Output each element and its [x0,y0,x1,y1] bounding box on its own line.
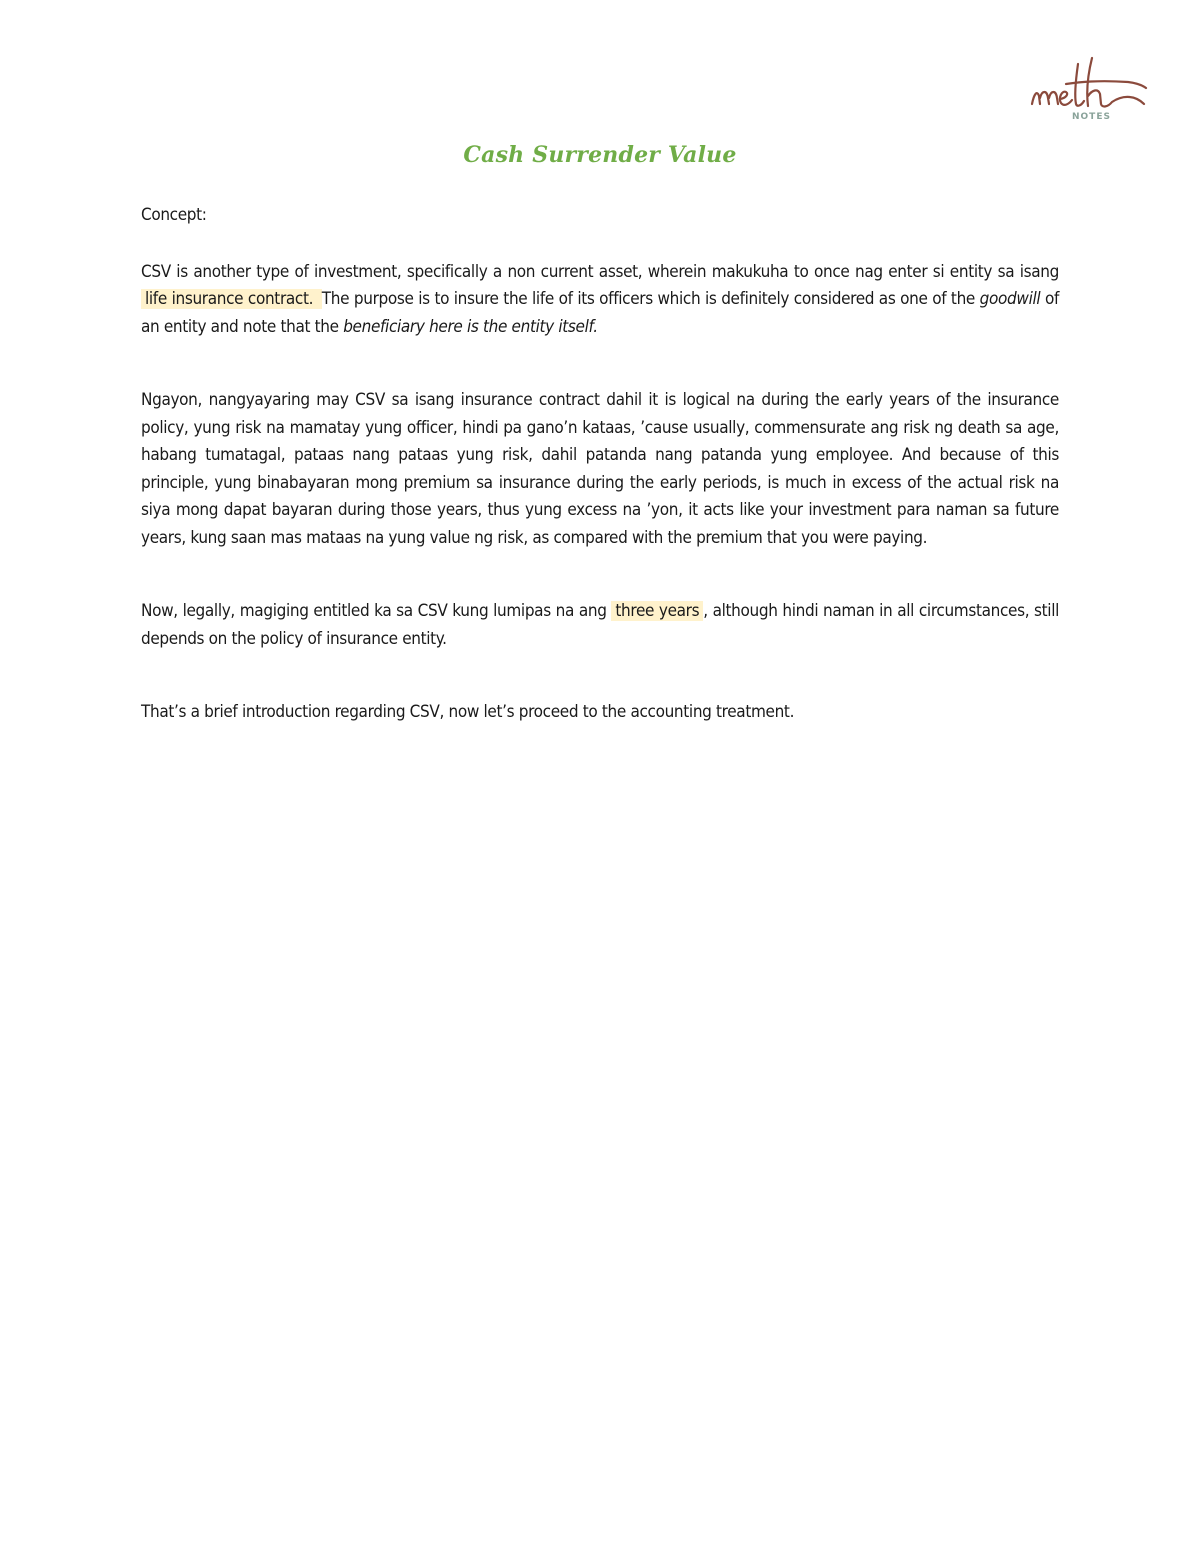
text-run: The purpose is to insure the life of its officers which is definitely considered as one of the [321,289,980,309]
meth-notes-logo [1028,52,1150,130]
italic-text: goodwill [979,289,1041,309]
paragraph-legal [141,598,1059,653]
concept-label: Concept: [141,205,207,225]
text-run: , although hindi naman in all circumstances, still depends on the policy of insurance entity. [141,601,1060,649]
italic-text: beneficiary here is the entity itself. [343,316,598,337]
paragraph-explanation: Ngayon, nangyayaring may CSV sa isang insurance contract dahil it is logical na during the early years of the insurance policy, yung risk na mamatay yung officer, hindi pa gano’n kataas, ’cause usually, commensurate ang risk ng death sa age, habang tumatagal, pataas nang pataas yung risk, dahil patanda nang patanda yung employee. And because of this principle, yung binabayaran mong premium sa insurance during the early periods, is much in excess of the actual risk na siya mong dapat bayaran during those years, thus yung excess na ’yon, it acts like your investment para naman sa future years, kung saan mas mataas na yung value ng risk, as compared with the premium that you were paying. [141,390,1059,548]
highlighted-text: three years [611,601,703,621]
text-run: CSV is another type of investment, specifically a non current asset, wherein makukuha to once nag enter si entity sa isang [141,261,1059,282]
text-run: of an entity and note that the [141,289,1059,337]
paragraph-conclusion: That’s a brief introduction regarding CSV, now let’s proceed to the accounting treatment. [141,702,795,722]
page-title: Cash Surrender Value [463,142,737,168]
highlighted-text: life insurance contract. [141,289,322,309]
document-body [141,202,1059,727]
paragraph-intro [141,259,1059,342]
text-run: Now, legally, magiging entitled ka sa CSV kung lumipas na ang [141,601,612,621]
logo-subtitle: NOTES [1072,112,1111,122]
